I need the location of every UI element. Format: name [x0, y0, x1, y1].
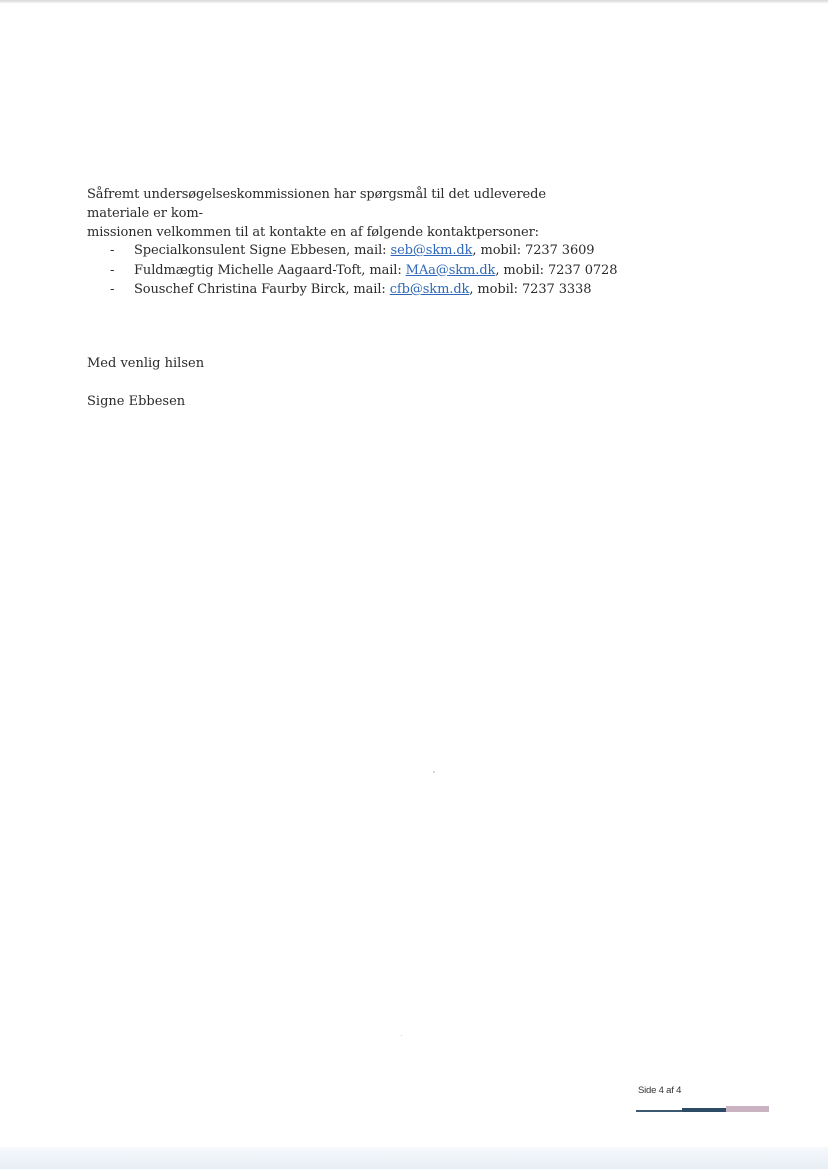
scan-speck	[433, 771, 435, 773]
signature-name: Signe Ebbesen	[87, 394, 186, 409]
intro-line-2: missionen velkommen til at kontakte en af følgende kontaktpersoner:	[87, 225, 539, 240]
contact-item	[110, 280, 617, 300]
list-dash: -	[110, 262, 115, 278]
scan-speck	[401, 1035, 402, 1036]
list-dash: -	[110, 282, 115, 297]
contact-item	[110, 241, 617, 261]
footer-bar-segment	[726, 1106, 769, 1112]
list-dash: -	[110, 243, 115, 258]
closing-greeting: Med venlig hilsen	[87, 356, 205, 371]
page-number: Side 4 af 4	[638, 1085, 682, 1096]
email-link[interactable]: cfb@skm.dk	[389, 282, 470, 297]
footer-bar-segment	[682, 1108, 726, 1112]
email-link[interactable]: seb@skm.dk	[390, 243, 473, 258]
contact-description: Souschef Christina Faurby Birck, mail:	[134, 282, 390, 297]
contact-list	[110, 241, 617, 300]
contact-item	[110, 261, 617, 281]
contact-description: Fuldmægtig Michelle Aagaard-Toft, mail:	[134, 262, 406, 278]
contact-phone: , mobil: 7237 3609	[472, 243, 595, 258]
contact-phone: , mobil: 7237 0728	[495, 262, 618, 278]
intro-paragraph	[87, 185, 607, 242]
contact-description: Specialkonsulent Signe Ebbesen, mail:	[134, 243, 391, 258]
contact-phone: , mobil: 7237 3338	[469, 282, 592, 297]
intro-line-1: Såfremt undersøgelseskommissionen har spørgsmål til det udleverede materiale er kom-	[87, 187, 546, 221]
email-link[interactable]: MAa@skm.dk	[405, 262, 496, 278]
page-bottom-edge	[0, 1147, 828, 1169]
footer-bar-segment	[636, 1110, 682, 1112]
